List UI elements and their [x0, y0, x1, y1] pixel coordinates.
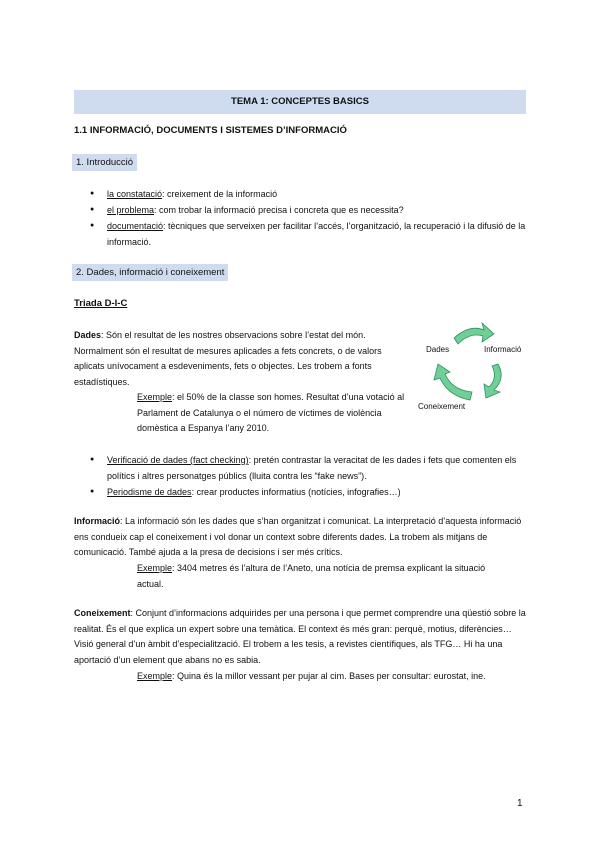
informacio-paragraph — [74, 514, 526, 561]
list-item — [90, 484, 530, 500]
coneixement-paragraph — [74, 606, 526, 668]
cycle-arrows — [420, 316, 535, 416]
list-item — [90, 218, 530, 250]
intro-list — [90, 186, 530, 250]
term: el problema — [107, 205, 155, 215]
dades-paragraph — [74, 328, 412, 390]
example-label: Exemple — [137, 671, 173, 681]
section2-heading: 2. Dades, informació i coneixement — [72, 264, 228, 281]
term: Dades — [74, 330, 102, 340]
term: Informació — [74, 516, 121, 526]
dades-list — [90, 452, 530, 500]
term: Verificació de dades (fact checking) — [107, 455, 249, 465]
item-text: : creixement de la informació — [162, 189, 278, 199]
arrow-informacio-coneixement — [484, 364, 501, 398]
example-label: Exemple — [137, 392, 173, 402]
arrow-coneixement-dades — [434, 364, 472, 400]
label-coneixement: Coneixement — [418, 402, 466, 411]
informacio-example — [137, 561, 487, 592]
term: documentació — [107, 221, 164, 231]
paragraph-text: : La informació són les dades que s’han organitzat i comunicat. La interpretació d’aquesta informació ens condueix cap el coneixement i vol donar un context sobre diferents dades. La trobem als mitjans de comunicació. També ajuda a la presa de decisions i ser més crítics. — [74, 516, 522, 557]
intro-heading: 1. Introducció — [72, 154, 137, 171]
example-text: : el 50% de la classe son homes. Resultat d’una votació al Parlament de Catalunya o el número de víctimes de violència domèstica a Espanya l’any 2010. — [137, 392, 405, 433]
example-text: : 3404 metres és l’altura de l’Aneto, una notícia de premsa explicant la situació actual. — [137, 563, 486, 589]
coneixement-example — [137, 669, 527, 685]
item-text: : pretén contrastar la veracitat de les dades i fets que comenten els polítics i altres personatges públics (lluita contra les “fake news”). — [107, 455, 517, 481]
item-text: : tècniques que serveixen per facilitar l’accés, l’organització, la recuperació i la difusió de la informació. — [107, 221, 526, 247]
example-label: Exemple — [137, 563, 173, 573]
dic-cycle-diagram — [420, 316, 535, 416]
paragraph-text: : Conjunt d’informacions adquirides per una persona i que permet comprendre una qüestió sobre la realitat. És el que explica un expert sobre una temàtica. El context és més gran: perquè, motius, diferències… Visió general d’un àmbit d’especialització. El trobem a les tesis, a revistes científiques, als TFG… Hi ha una aportació d’un element que abans no es sabia. — [74, 608, 526, 665]
term: Coneixement — [74, 608, 131, 618]
page-title: TEMA 1: CONCEPTES BASICS — [74, 90, 526, 114]
page-number: 1 — [517, 798, 523, 809]
list-item — [90, 186, 530, 202]
triada-heading: Triada D-I-C — [74, 298, 128, 309]
list-item — [90, 202, 530, 218]
label-dades: Dades — [426, 345, 450, 354]
arrow-dades-informacio — [454, 323, 494, 344]
label-informacio: Informació — [484, 345, 522, 354]
item-text: : crear productes informatius (notícies, infografies…) — [191, 487, 401, 497]
item-text: : com trobar la informació precisa i concreta que es necessita? — [154, 205, 404, 215]
paragraph-text: : Són el resultat de les nostres observacions sobre l’estat del món. Normalment són el resultat de mesures aplicades a fets concrets, o de valors aplicats unívocament a esdeveniments, fets o objectes. Les trobem a fonts estadístiques. — [74, 330, 382, 387]
dades-example — [137, 390, 412, 437]
term: Periodisme de dades — [107, 487, 192, 497]
term: la constatació — [107, 189, 163, 199]
section-heading: 1.1 INFORMACIÓ, DOCUMENTS I SISTEMES D’INFORMACIÓ — [74, 125, 347, 136]
example-text: : Quina és la millor vessant per pujar al cim. Bases per consultar: eurostat, ine. — [172, 671, 486, 681]
list-item — [90, 452, 530, 484]
